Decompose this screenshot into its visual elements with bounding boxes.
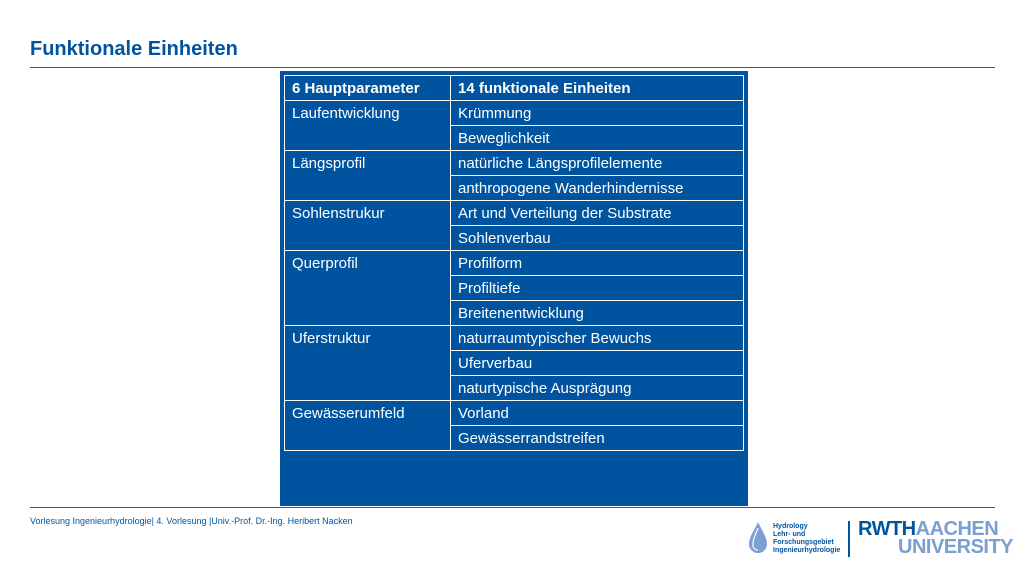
table-row — [285, 101, 744, 126]
unit-cell: natürliche Längsprofilelemente — [451, 151, 744, 176]
unit-cell: Gewässerrandstreifen — [451, 426, 744, 451]
header-units: 14 funktionale Einheiten — [451, 76, 744, 101]
table-header-row — [285, 76, 744, 101]
unit-cell: Vorland — [451, 401, 744, 426]
parameter-cell: Querprofil — [285, 251, 451, 326]
footer-divider — [30, 507, 995, 508]
parameter-cell: Sohlenstrukur — [285, 201, 451, 251]
unit-cell: Profilform — [451, 251, 744, 276]
table-row — [285, 201, 744, 226]
header-parameters: 6 Hauptparameter — [285, 76, 451, 101]
parameter-cell: Längsprofil — [285, 151, 451, 201]
rwth-logo-bar — [848, 521, 850, 557]
parameter-cell: Gewässerumfeld — [285, 401, 451, 451]
unit-cell: Sohlenverbau — [451, 226, 744, 251]
table-row — [285, 151, 744, 176]
slide-title: Funktionale Einheiten — [30, 38, 238, 60]
unit-cell: naturtypische Ausprägung — [451, 376, 744, 401]
table-row — [285, 326, 744, 351]
unit-cell: Beweglichkeit — [451, 126, 744, 151]
title-divider — [30, 67, 995, 68]
table-row — [285, 251, 744, 276]
unit-cell: Uferverbau — [451, 351, 744, 376]
unit-cell: Breitenentwicklung — [451, 301, 744, 326]
table-row — [285, 401, 744, 426]
functional-units-table — [284, 75, 744, 451]
unit-cell: naturraumtypischer Bewuchs — [451, 326, 744, 351]
parameter-cell: Laufentwicklung — [285, 101, 451, 151]
parameter-cell: Uferstruktur — [285, 326, 451, 401]
unit-cell: Krümmung — [451, 101, 744, 126]
unit-cell: Art und Verteilung der Substrate — [451, 201, 744, 226]
hydrology-logo-text: Hydrology Lehr- und Forschungsgebiet Ingenieurhydrologie — [773, 523, 841, 554]
unit-cell: Profiltiefe — [451, 276, 744, 301]
rwth-logo: RWTHAACHEN UNIVERSITY — [858, 518, 1014, 558]
functional-units-table-panel — [280, 71, 748, 506]
footer-text: Vorlesung Ingenieurhydrologie| 4. Vorlesung |Univ.-Prof. Dr.-Ing. Heribert Nacken — [30, 516, 353, 526]
unit-cell: anthropogene Wanderhindernisse — [451, 176, 744, 201]
